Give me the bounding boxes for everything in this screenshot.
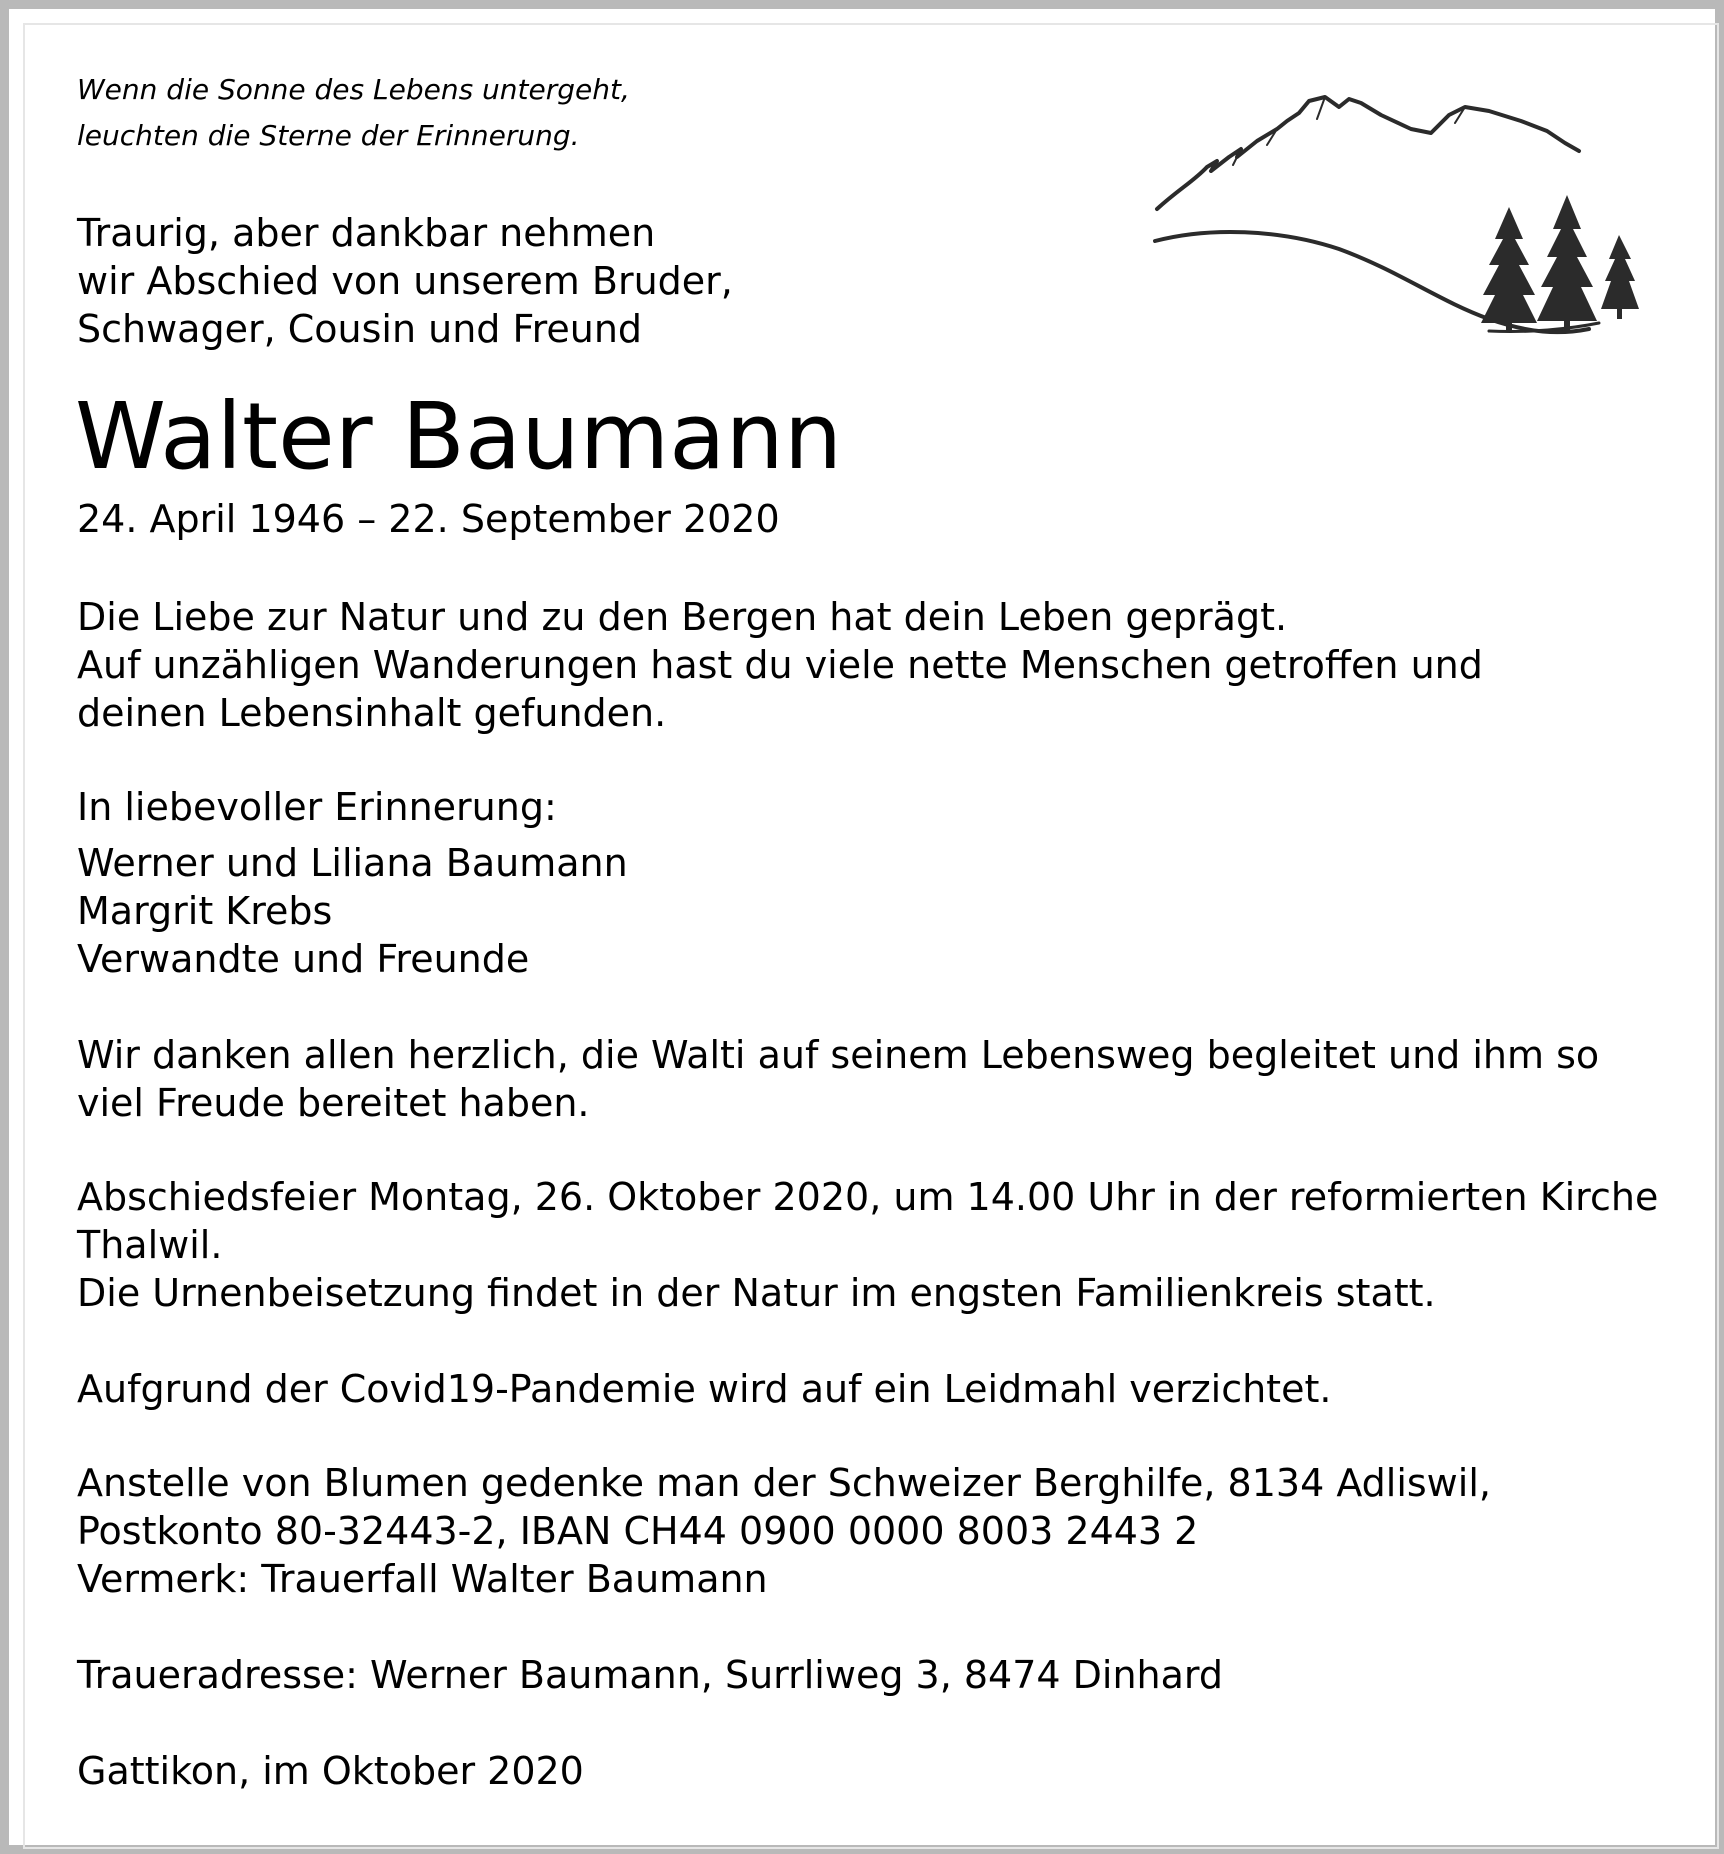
mourners-list (77, 839, 628, 983)
thanks-line-2: viel Freude bereitet haben. (77, 1081, 590, 1125)
intro (77, 209, 733, 353)
mourner-name: Margrit Krebs (77, 889, 333, 933)
tribute-line-1: Die Liebe zur Natur und zu den Bergen hat dein Leben geprägt. (77, 595, 1288, 639)
mourners-heading: In liebevoller Erinnerung: (77, 785, 557, 829)
motto-line-1: Wenn die Sonne des Lebens untergeht, (77, 73, 630, 106)
thanks-line-1: Wir danken allen herzlich, die Walti auf seinem Lebensweg begleitet und ihm so (77, 1033, 1600, 1077)
ceremony-line-3: Die Urnenbeisetzung findet in der Natur im engsten Familienkreis statt. (77, 1271, 1436, 1315)
place-date: Gattikon, im Oktober 2020 (77, 1749, 584, 1793)
tribute-line-3: deinen Lebensinhalt gefunden. (77, 691, 667, 735)
mourner-name: Verwandte und Freunde (77, 937, 530, 981)
mountain-trees-icon (1149, 89, 1649, 359)
donation-line-1: Anstelle von Blumen gedenke man der Schweizer Berghilfe, 8134 Adliswil, (77, 1461, 1491, 1505)
motto-line-2: leuchten die Sterne der Erinnerung. (77, 119, 580, 152)
mourning-address: Traueradresse: Werner Baumann, Surrliweg 3, 8474 Dinhard (77, 1653, 1223, 1697)
intro-line-2: wir Abschied von unserem Bruder, (77, 259, 733, 303)
thanks (77, 1031, 1599, 1127)
donation-line-2: Postkonto 80-32443-2, IBAN CH44 0900 0000 8003 2443 2 (77, 1509, 1199, 1553)
tribute-line-2: Auf unzähligen Wanderungen hast du viele nette Menschen getroffen und (77, 643, 1483, 687)
tribute (77, 593, 1483, 737)
life-dates: 24. April 1946 – 22. September 2020 (77, 497, 780, 541)
donation-line-3: Vermerk: Trauerfall Walter Baumann (77, 1557, 768, 1601)
ceremony-line-2: Thalwil. (77, 1223, 223, 1267)
ceremony (77, 1173, 1658, 1317)
ceremony-line-1: Abschiedsfeier Montag, 26. Oktober 2020, um 14.00 Uhr in der reformierten Kirche (77, 1175, 1659, 1219)
motto (77, 67, 630, 159)
donation (77, 1459, 1491, 1603)
covid-note: Aufgrund der Covid19-Pandemie wird auf ein Leidmahl verzichtet. (77, 1367, 1332, 1411)
intro-line-3: Schwager, Cousin und Freund (77, 307, 643, 351)
intro-line-1: Traurig, aber dankbar nehmen (77, 211, 656, 255)
deceased-name: Walter Baumann (75, 383, 843, 490)
mourner-name: Werner und Liliana Baumann (77, 841, 628, 885)
